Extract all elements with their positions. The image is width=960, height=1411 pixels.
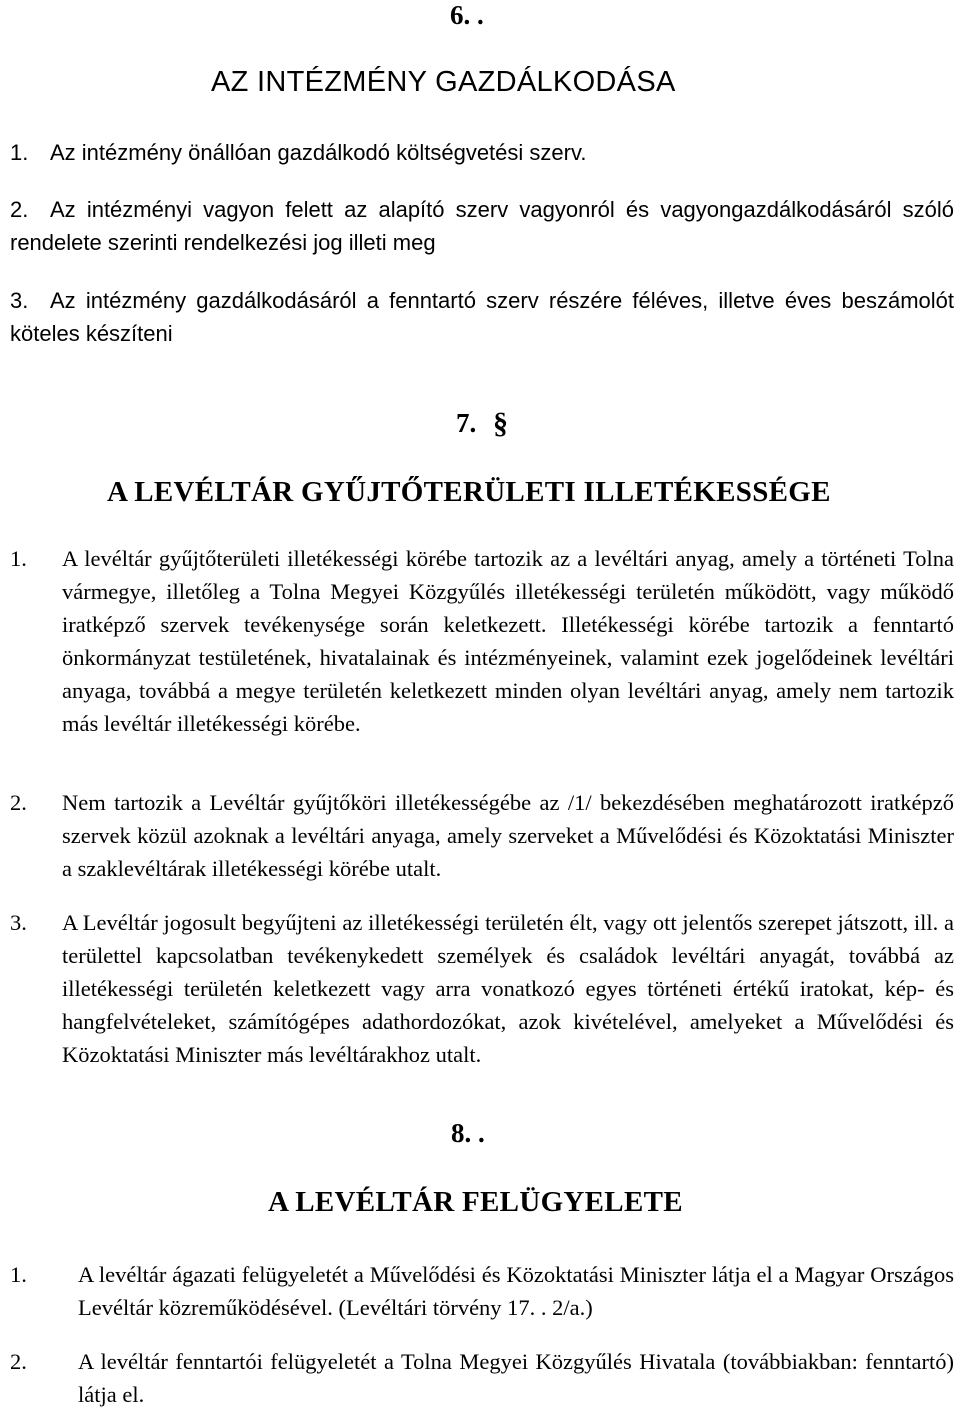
list-item-text: Az intézmény gazdálkodásáról a fenntartó szerv részére féléves, illetve éves beszámolót köteles készíteni <box>10 288 954 346</box>
list-item-text: Az intézményi vagyon felett az alapító szerv vagyonról és vagyongazdálkodásáról szóló rendelete szerinti rendelkezési jog illeti meg <box>10 197 954 255</box>
list-item-text: A Levéltár jogosult begyűjteni az illetékességi területén élt, vagy ott jelentős szerepet játszott, ill. a területtel kapcsolatban tevékenykedett személyek és családok levéltári anyagát, továbbá az illetékességi területén keletkezett vagy arra vonatkozó egyes történeti értékű iratokat, kép- és hangfelvételeket, számítógépes adathordozókat, azok kivételével, amelyeket a Művelődési és Közoktatási Miniszter más levéltárakhoz utalt. <box>62 910 954 1067</box>
list-item <box>10 786 954 885</box>
list-item-number: 2. <box>10 197 29 222</box>
list-item <box>10 1258 954 1324</box>
list-item <box>10 193 954 259</box>
list-item-number: 1. <box>10 140 29 165</box>
list-item-text: Az intézmény önállóan gazdálkodó költségvetési szerv. <box>50 140 587 165</box>
section-6-title: AZ INTÉZMÉNY GAZDÁLKODÁSA <box>211 66 676 98</box>
list-item-text: A levéltár gyűjtőterületi illetékességi körébe tartozik az a levéltári anyag, amely a történeti Tolna vármegye, illetőleg a Tolna Megyei Közgyűlés illetékességi területén működött, vagy működő iratképző szervek tevékenysége során keletkezett. Illetékességi körébe tartozik a fenntartó önkormányzat testületének, hivatalainak és intézményeinek, valamint ezek jogelődeinek levéltári anyaga, továbbá a megye területén keletkezett minden olyan levéltári anyag, amely nem tartozik más levéltár illetékességi körébe. <box>62 546 954 736</box>
list-item-text: Nem tartozik a Levéltár gyűjtőköri illetékességébe az /1/ bekezdésében meghatározott iratképző szervek közül azoknak a levéltári anyaga, amely szerveket a Művelődési és Közoktatási Miniszter a szaklevéltárak illetékességi körébe utalt. <box>62 790 954 881</box>
list-item-number: 3. <box>10 910 27 935</box>
list-item <box>10 542 954 740</box>
paragraph-sign-icon <box>491 405 513 441</box>
list-item-text: A levéltár fenntartói felügyeletét a Tolna Megyei Közgyűlés Hivatala (továbbiakban: fenntartó) látja el. <box>78 1349 954 1407</box>
list-item <box>10 906 954 1071</box>
list-item <box>10 284 954 350</box>
section-8-number: 8. . <box>451 1118 485 1148</box>
list-item-number: 2. <box>10 1349 27 1374</box>
list-item-number: 2. <box>10 790 27 815</box>
section-7-title: A LEVÉLTÁR GYŰJTŐTERÜLETI ILLETÉKESSÉGE <box>107 476 831 508</box>
section-7-number: 7. <box>456 408 477 438</box>
list-item <box>10 1345 954 1411</box>
list-item-number: 3. <box>10 288 29 313</box>
list-item-text: A levéltár ágazati felügyeletét a Művelődési és Közoktatási Miniszter látja el a Magyar Országos Levéltár közreműködésével. (Levéltári törvény 17. . 2/a.) <box>78 1262 954 1320</box>
section-6-number: 6. . <box>450 0 484 30</box>
svg-text:§: § <box>493 407 508 440</box>
list-item <box>10 136 950 169</box>
list-item-number: 1. <box>10 546 27 571</box>
list-item-number: 1. <box>10 1262 27 1287</box>
section-8-title: A LEVÉLTÁR FELÜGYELETE <box>268 1186 683 1218</box>
